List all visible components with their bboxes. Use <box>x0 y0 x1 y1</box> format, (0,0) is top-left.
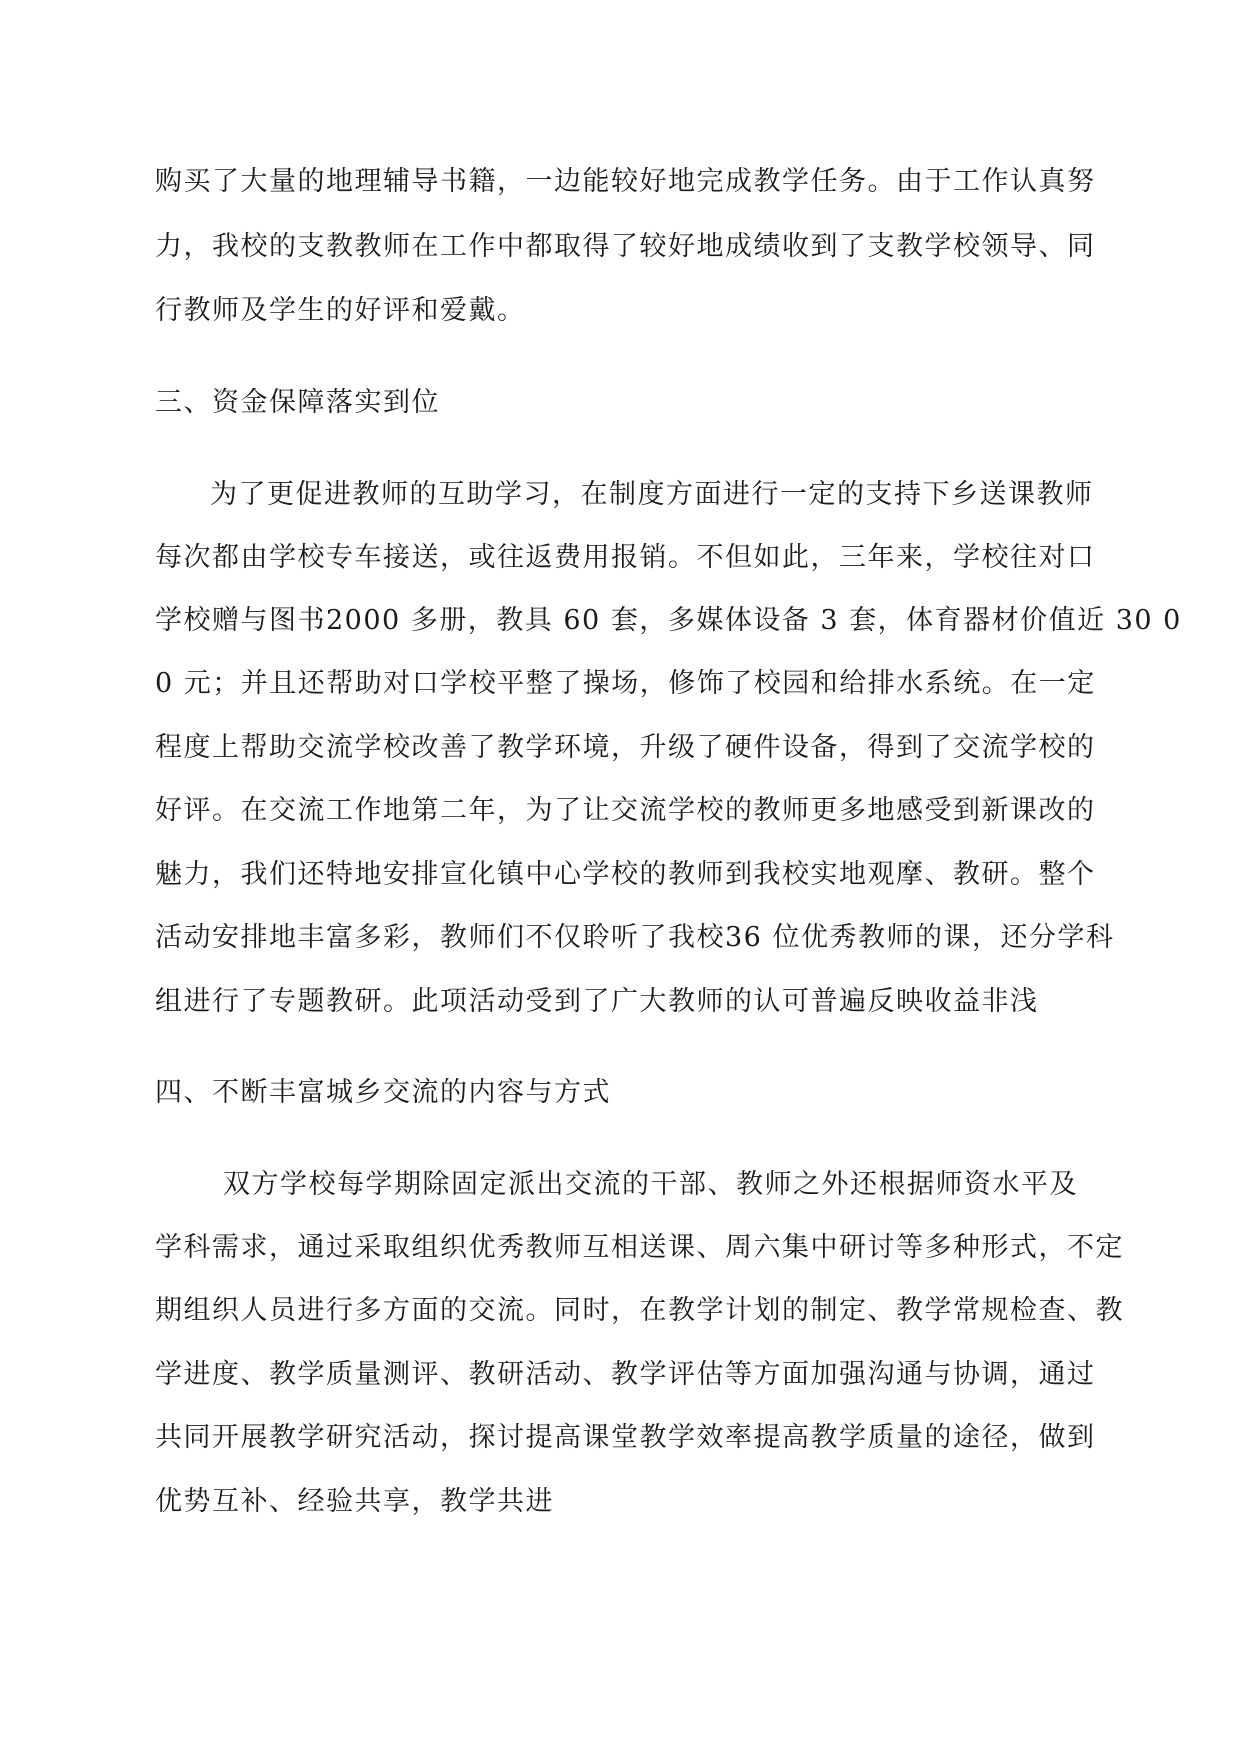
paragraph-line: 活动安排地丰富多彩，教师们不仅聆听了我校36 位优秀教师的课，还分学科 <box>155 922 1115 953</box>
paragraph-line: 程度上帮助交流学校改善了教学环境，升级了硬件设备，得到了交流学校的 <box>155 732 1096 763</box>
paragraph-line: 每次都由学校专车接送，或往返费用报销。不但如此，三年来，学校往对口 <box>155 542 1096 573</box>
paragraph-line: 魅力，我们还特地安排宣化镇中心学校的教师到我校实地观摩、教研。整个 <box>155 859 1096 890</box>
paragraph-line: 学科需求，通过采取组织优秀教师互相送课、周六集中研讨等多种形式，不定 <box>155 1232 1124 1263</box>
section-heading-three: 三、资金保障落实到位 <box>155 387 440 418</box>
paragraph-line: 学进度、教学质量测评、教研活动、教学评估等方面加强沟通与协调，通过 <box>155 1359 1096 1390</box>
paragraph-line: 行教师及学生的好评和爱戴。 <box>155 295 526 326</box>
paragraph-line: 组进行了专题教研。此项活动受到了广大教师的认可普遍反映收益非浅 <box>155 986 1039 1017</box>
paragraph-line: 共同开展教学研究活动，探讨提高课堂教学效率提高教学质量的途径，做到 <box>155 1422 1096 1453</box>
paragraph-line: 双方学校每学期除固定派出交流的干部、教师之外还根据师资水平及 <box>223 1169 1078 1200</box>
paragraph-line: 期组织人员进行多方面的交流。同时，在教学计划的制定、教学常规检查、教 <box>155 1295 1124 1326</box>
paragraph-line: 好评。在交流工作地第二年，为了让交流学校的教师更多地感受到新课改的 <box>155 795 1096 826</box>
paragraph-line: 学校赠与图书2000 多册，教具 60 套，多媒体设备 3 套，体育器材价值近 30 0 <box>155 605 1182 636</box>
paragraph-line: 0 元；并且还帮助对口学校平整了操场，修饰了校园和给排水系统。在一定 <box>155 668 1096 699</box>
paragraph-line: 为了更促进教师的互助学习，在制度方面进行一定的支持下乡送课教师 <box>210 479 1094 510</box>
paragraph-line: 优势互补、经验共享，教学共进 <box>155 1486 554 1517</box>
paragraph-line: 力，我校的支教教师在工作中都取得了较好地成绩收到了支教学校领导、同 <box>155 231 1096 262</box>
paragraph-line: 购买了大量的地理辅导书籍，一边能较好地完成教学任务。由于工作认真努 <box>155 166 1096 197</box>
section-heading-four: 四、不断丰富城乡交流的内容与方式 <box>155 1077 611 1108</box>
